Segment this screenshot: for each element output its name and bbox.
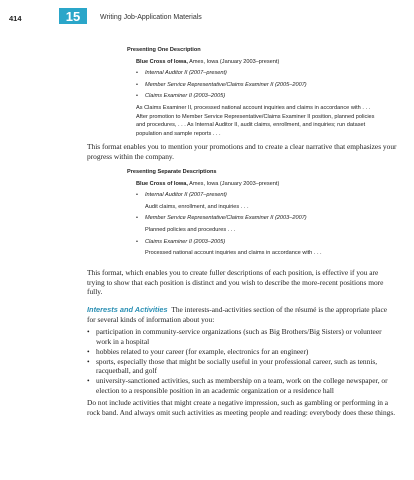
interests-section [87, 305, 397, 418]
list-item: • hobbies related to your career (for example, electronics for an engineer) [87, 347, 397, 357]
entry-description: Processed national account inquiries and claims in accordance with . . . [145, 250, 322, 257]
example-heading: Presenting Separate Descriptions [127, 169, 217, 175]
list-item: • university-sanctioned activities, such as membership on a team, work on the college newspaper, or election to a responsible position in an academic organization or a residence hall [87, 376, 397, 395]
combined-description: As Claims Examiner II, processed national account inquiries and claims in accordance with . . . After promotion to Member Service Representative/Claims Examiner II position, planned policies and procedures, . . . As Internal Auditor II, audit claims, enrollment, and inquiries; run dataset population and sample reports . . . [136, 104, 375, 137]
paragraph-two: This format, which enables you to create fuller descriptions of each position, is effective if you are trying to show that each position is distinct and you wish to describe the more-recent positions more fully. [87, 268, 384, 297]
interests-list [87, 327, 397, 395]
running-title: Writing Job-Application Materials [100, 14, 202, 21]
company-line [127, 58, 377, 67]
position-list [127, 69, 377, 101]
entry-title: • Member Service Representative/Claims Examiner II (2003–2007) [127, 214, 377, 223]
entry-list [127, 191, 377, 200]
company-location: Ames, Iowa (January 2003–present) [187, 180, 280, 187]
list-item: • sports, especially those that might be socially useful in your professional career, such as tennis, racquetball, and golf [87, 357, 397, 376]
chapter-number-badge: 15 [59, 8, 87, 24]
position-item: • Member Service Representative/Claims Examiner II (2005–2007) [127, 81, 377, 90]
closing-paragraph: Do not include activities that might create a negative impression, such as gambling or performing in a rock band. And always omit such activities as meeting people and reading: everybody does these things. [87, 398, 396, 418]
example-separate-descriptions [127, 168, 377, 261]
company-location: Ames, Iowa (January 2003–present) [187, 58, 280, 65]
interests-intro: The interests-and-activities section of the résumé is the appropriate place for several kinds of information about you: [87, 305, 388, 324]
position-item: • Internal Auditor II (2007–present) [127, 69, 377, 78]
entry-title: • Claims Examiner II (2003–2005) [127, 238, 377, 247]
page-number: 414 [9, 14, 22, 23]
entry-title: • Internal Auditor II (2007–present) [127, 191, 377, 200]
interests-heading: Interests and Activities [87, 305, 168, 314]
example-one-description [127, 46, 377, 141]
position-item: • Claims Examiner II (2003–2005) [127, 92, 377, 101]
paragraph-one: This format enables you to mention your promotions and to create a clear narrative that emphasizes your progress within the company. [87, 142, 397, 161]
entry-description: Audit claims, enrollment, and inquiries . . . [145, 203, 249, 210]
company-line [127, 180, 377, 189]
company-name: Blue Cross of Iowa, [136, 180, 188, 187]
list-item: • participation in community-service organizations (such as Big Brothers/Big Sisters) or volunteer work in a hospital [87, 327, 397, 346]
company-name: Blue Cross of Iowa, [136, 58, 188, 65]
entry-description: Planned policies and procedures . . . [145, 226, 236, 233]
example-heading: Presenting One Description [127, 47, 201, 53]
